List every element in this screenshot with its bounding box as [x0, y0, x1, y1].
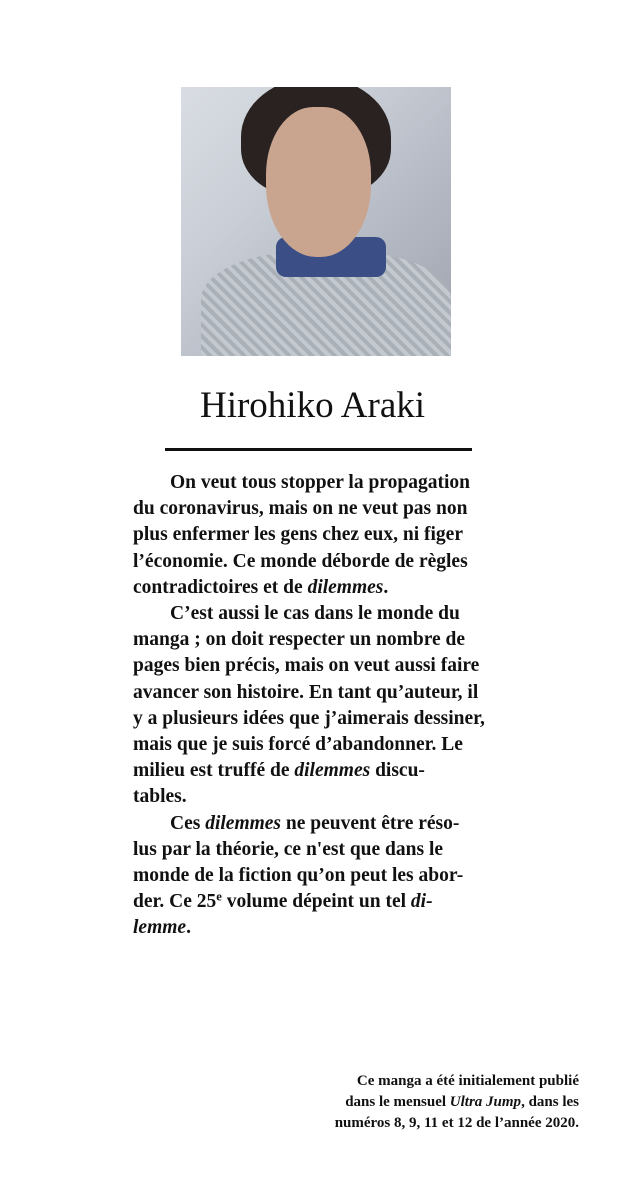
author-message — [133, 470, 503, 942]
text-segment: numéros 8, 9, 11 et 12 de l’année 2020. — [334, 1115, 579, 1131]
text-segment: pages bien précis, mais on veut aussi faire — [133, 655, 480, 677]
text-line — [335, 1071, 579, 1092]
text-line — [133, 653, 503, 679]
text-line — [133, 784, 503, 810]
text-line — [133, 863, 503, 889]
text-line — [133, 627, 503, 653]
text-line — [335, 1113, 579, 1134]
text-line — [133, 549, 503, 575]
text-segment: avancer son histoire. En tant qu’auteur, il — [133, 681, 479, 703]
emphasis-text: di- — [410, 891, 433, 913]
title-divider — [165, 448, 472, 451]
text-line — [133, 575, 503, 601]
emphasis-text: dilemmes — [205, 812, 282, 834]
text-line — [133, 889, 503, 915]
text-segment: tables. — [133, 786, 187, 808]
text-line — [133, 758, 503, 784]
text-segment: monde de la fiction qu’on peut les abor- — [133, 865, 464, 887]
text-line — [133, 706, 503, 732]
text-line — [133, 837, 503, 863]
text-line — [133, 601, 503, 627]
text-segment: contradictoires et de — [133, 576, 308, 598]
author-name: Hirohiko Araki — [199, 385, 426, 426]
text-segment: du coronavirus, mais on ne veut pas non — [133, 498, 468, 520]
text-line — [335, 1092, 579, 1113]
text-segment: , dans les — [521, 1094, 579, 1110]
text-segment: milieu est truffé de — [133, 760, 295, 782]
text-segment: volume dépeint un tel — [221, 891, 411, 913]
text-segment: C’est aussi le cas dans le monde du — [170, 603, 460, 625]
emphasis-text: Ultra Jump — [449, 1094, 522, 1110]
text-segment: manga ; on doit respecter un nombre de — [133, 629, 466, 651]
text-segment: mais que je suis forcé d’abandonner. Le — [133, 734, 463, 756]
text-segment: . — [186, 917, 191, 939]
emphasis-text: dilemmes — [294, 760, 371, 782]
text-segment: Ces — [170, 812, 206, 834]
author-photo — [181, 87, 451, 356]
text-line — [133, 496, 503, 522]
text-segment: der. Ce 25 — [133, 891, 217, 913]
text-segment: discu- — [370, 760, 425, 782]
text-segment: On veut tous stopper la propagation — [170, 472, 470, 493]
text-segment: e — [216, 889, 222, 904]
text-line — [133, 470, 503, 496]
text-line — [133, 680, 503, 706]
text-segment: dans le mensuel — [345, 1094, 450, 1110]
text-line — [133, 732, 503, 758]
text-segment: plus enfermer les gens chez eux, ni figer — [133, 524, 463, 546]
publication-note — [335, 1071, 579, 1134]
photo-face — [266, 107, 371, 257]
emphasis-text: lemme — [133, 917, 187, 939]
emphasis-text: dilemmes — [307, 576, 384, 598]
text-line — [133, 522, 503, 548]
text-segment: Ce manga a été initialement publié — [356, 1073, 579, 1089]
text-segment: l’économie. Ce monde déborde de règles — [133, 550, 468, 572]
text-segment: lus par la théorie, ce n'est que dans le — [133, 838, 444, 860]
text-segment: . — [383, 576, 389, 598]
text-line — [133, 811, 503, 837]
text-segment: ne peuvent être réso- — [281, 812, 460, 834]
text-segment: y a plusieurs idées que j’aimerais dessiner, — [133, 707, 485, 729]
text-line — [133, 915, 503, 941]
